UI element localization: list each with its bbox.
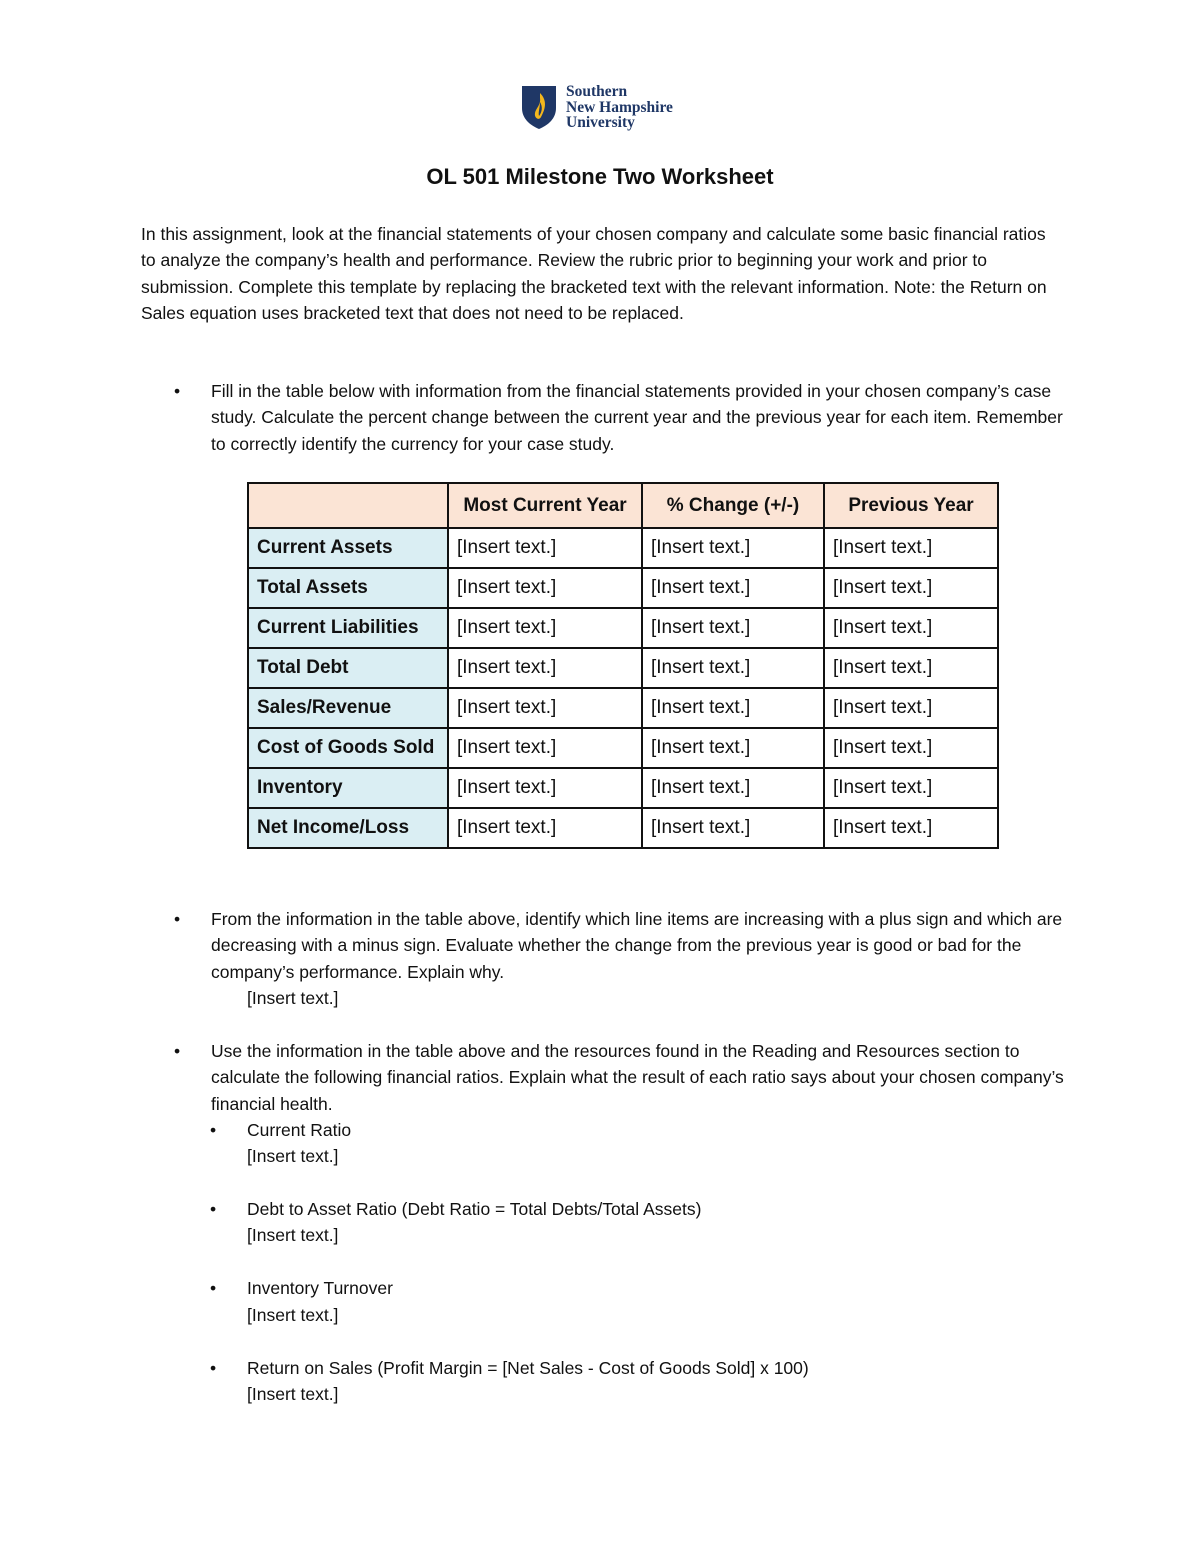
- shield-flame-icon: [520, 84, 558, 130]
- table-cell[interactable]: [Insert text.]: [642, 528, 824, 568]
- table-cell[interactable]: [Insert text.]: [824, 768, 998, 808]
- table-cell[interactable]: [Insert text.]: [824, 728, 998, 768]
- row-label: Current Liabilities: [248, 608, 448, 648]
- sub-bullet-marker: •: [210, 1278, 217, 1298]
- bullet-marker: •: [174, 909, 181, 929]
- table-cell[interactable]: [Insert text.]: [642, 768, 824, 808]
- logo-line-1: Southern: [566, 83, 628, 100]
- row-label: Total Debt: [248, 648, 448, 688]
- table-header-row: [248, 483, 998, 528]
- row-label: Net Income/Loss: [248, 808, 448, 848]
- table-cell[interactable]: [Insert text.]: [642, 568, 824, 608]
- table-cell[interactable]: [Insert text.]: [642, 688, 824, 728]
- table-cell[interactable]: [Insert text.]: [642, 608, 824, 648]
- ratio-answer[interactable]: [Insert text.]: [247, 1384, 339, 1404]
- bullet-1-text: Fill in the table below with information from the financial statements provided in your chosen company’s case study. Calculate the percent change between the current year and the previous year for each item. Remember to correctly identify the currency for your case study.: [211, 381, 1063, 454]
- table-row: [248, 608, 998, 648]
- table-cell[interactable]: [Insert text.]: [448, 648, 642, 688]
- sub-bullet-marker: •: [210, 1358, 217, 1378]
- ratio-label: Current Ratio: [247, 1120, 352, 1140]
- ratio-answer[interactable]: [Insert text.]: [247, 1305, 339, 1325]
- table-cell[interactable]: [Insert text.]: [824, 808, 998, 848]
- table-cell[interactable]: [Insert text.]: [642, 648, 824, 688]
- ratio-answer[interactable]: [Insert text.]: [247, 1146, 339, 1166]
- row-label: Inventory: [248, 768, 448, 808]
- row-label: Total Assets: [248, 568, 448, 608]
- intro-paragraph: In this assignment, look at the financial statements of your chosen company and calculate some basic financial ratios to analyze the company’s health and performance. Review the rubric prior to beginning your work and prior to submission. Complete this template by replacing the bracketed text with the relevant information. Note: the Return on Sales equation uses bracketed text that does not need to be replaced.: [141, 224, 1047, 324]
- row-label: Sales/Revenue: [248, 688, 448, 728]
- table-row: [248, 688, 998, 728]
- row-label: Cost of Goods Sold: [248, 728, 448, 768]
- ratio-label: Inventory Turnover: [247, 1278, 393, 1298]
- ratio-label: Debt to Asset Ratio (Debt Ratio = Total Debts/Total Assets): [247, 1199, 702, 1219]
- header-cell: Most Current Year: [448, 483, 642, 528]
- table-row: [248, 728, 998, 768]
- table-cell[interactable]: [Insert text.]: [824, 568, 998, 608]
- bullet-3-text: Use the information in the table above and the resources found in the Reading and Resources section to calculate the following financial ratios. Explain what the result of each ratio says about your chosen company’s financial health.: [211, 1041, 1064, 1114]
- table-cell[interactable]: [Insert text.]: [824, 688, 998, 728]
- snhu-logo: [520, 84, 673, 131]
- table-cell[interactable]: [Insert text.]: [824, 648, 998, 688]
- table-cell[interactable]: [Insert text.]: [824, 528, 998, 568]
- bullet-marker: •: [174, 381, 181, 401]
- sub-bullet-marker: •: [210, 1120, 217, 1140]
- header-cell: [248, 483, 448, 528]
- row-label: Current Assets: [248, 528, 448, 568]
- table-row: [248, 648, 998, 688]
- table-cell[interactable]: [Insert text.]: [448, 608, 642, 648]
- table-cell[interactable]: [Insert text.]: [448, 528, 642, 568]
- table-cell[interactable]: [Insert text.]: [448, 728, 642, 768]
- header-cell: Previous Year: [824, 483, 998, 528]
- table-row: [248, 568, 998, 608]
- table-cell[interactable]: [Insert text.]: [448, 568, 642, 608]
- page-title: OL 501 Milestone Two Worksheet: [426, 164, 774, 189]
- table-row: [248, 768, 998, 808]
- bullet-2-text: From the information in the table above, identify which line items are increasing with a plus sign and which are decreasing with a minus sign. Evaluate whether the change from the previous year is good or bad for the company’s performance. Explain why.: [211, 909, 1063, 982]
- table-cell[interactable]: [Insert text.]: [642, 728, 824, 768]
- table-row: [248, 528, 998, 568]
- bullet-2-answer[interactable]: [Insert text.]: [247, 988, 339, 1008]
- table-row: [248, 808, 998, 848]
- logo-line-3: University: [566, 114, 635, 131]
- logo-line-2: New Hampshire: [566, 98, 673, 116]
- financial-table: [247, 482, 999, 849]
- header-cell: % Change (+/-): [642, 483, 824, 528]
- bullet-marker: •: [174, 1041, 181, 1061]
- table-cell[interactable]: [Insert text.]: [448, 768, 642, 808]
- sub-bullet-marker: •: [210, 1199, 217, 1219]
- ratio-answer[interactable]: [Insert text.]: [247, 1225, 339, 1245]
- table-cell[interactable]: [Insert text.]: [824, 608, 998, 648]
- table-cell[interactable]: [Insert text.]: [642, 808, 824, 848]
- table-cell[interactable]: [Insert text.]: [448, 688, 642, 728]
- ratio-label: Return on Sales (Profit Margin = [Net Sales - Cost of Goods Sold] x 100): [247, 1358, 809, 1378]
- table-cell[interactable]: [Insert text.]: [448, 808, 642, 848]
